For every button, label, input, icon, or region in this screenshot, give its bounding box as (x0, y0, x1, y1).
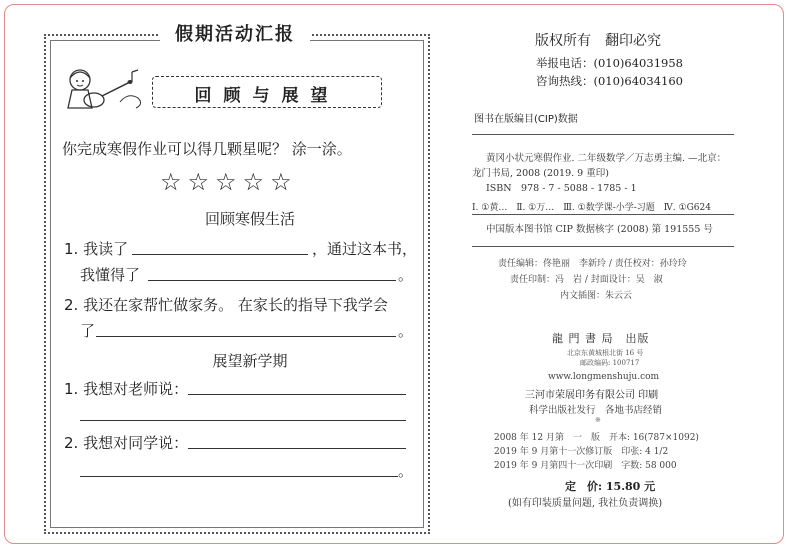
star-question: 你完成寒假作业可以得几颗星呢？ 涂一涂。 (62, 140, 352, 158)
cip-bottom-rule (472, 246, 734, 247)
cip-line-2: 龙门书局, 2008 (2019. 9 重印) (472, 168, 609, 179)
price: 定 价: 15.80 元 (565, 480, 656, 493)
item2-end: 。 (398, 322, 414, 340)
separator-mark: ※ (595, 416, 601, 424)
report-phone: 举报电话：(010)64031958 (536, 56, 683, 70)
publisher-address: 北京东黄城根北街 16 号 (567, 349, 644, 357)
edition-line-2: 2019 年 9 月第十一次修订版 印张: 4 1/2 (494, 447, 669, 457)
editors-line-2: 责任印制：冯 岩 / 封面设计：吴 淑 (510, 275, 663, 285)
classmate-blank-2[interactable] (80, 476, 398, 477)
postcode: 邮政编码: 100717 (580, 359, 640, 367)
editors-line-3: 内文插图：朱云云 (560, 291, 633, 301)
cip-header: 图书在版编目(CIP)数据 (474, 114, 578, 125)
cip-line-1: 黄冈小状元寒假作业. 二年级数学／万志勇主编. —北京： (486, 153, 727, 164)
report-title: 假期活动汇报 (160, 20, 310, 48)
printer: 三河市荣展印务有限公司 印刷 (525, 390, 659, 401)
banner-title: 回顾与展望 (194, 86, 340, 106)
section-review-heading: 回顾寒假生活 (204, 210, 295, 228)
future2-label: 2. 我想对同学说： (64, 434, 189, 452)
cip-top-rule (472, 134, 734, 135)
item1-line2-label: 我懂得了 (80, 266, 141, 284)
editors-line-1: 责任编辑：佟艳丽 李新玲 / 责任校对：孙玲玲 (498, 259, 687, 269)
distributor: 科学出版社发行 各地书店经销 (529, 405, 663, 416)
cip-classification: Ⅰ. ①黄… Ⅱ. ①万… Ⅲ. ①数学课-小学-习题 Ⅳ. ①G624 (472, 203, 711, 213)
quality-notice: (如有印装质量问题, 我社负责调换) (508, 498, 663, 509)
future1-label: 1. 我想对老师说： (64, 380, 189, 398)
copyright-notice: 版权所有 翻印必究 (535, 33, 661, 49)
cip-mid-rule (472, 214, 734, 215)
website: www.longmenshuju.com (548, 372, 660, 382)
chore-blank[interactable] (96, 336, 396, 337)
hotline: 咨询热线：(010)64034160 (536, 74, 683, 88)
item1-prefix: 1. 我读了 (64, 240, 129, 258)
teacher-blank-2[interactable] (80, 420, 406, 421)
edition-line-1: 2008 年 12 月第 一 版 开本: 16(787×1092) (494, 433, 699, 443)
item1-end: 。 (398, 266, 414, 284)
learned-blank[interactable] (148, 280, 396, 281)
guitar-child-illustration (58, 62, 146, 114)
section-future-heading: 展望新学期 (212, 352, 288, 370)
publisher: 龍 門 書 局 出版 (552, 332, 650, 345)
edition-line-3: 2019 年 9 月第四十一次印刷 字数: 58 000 (494, 461, 677, 471)
item1-mid: ，通过这本书， (312, 240, 418, 258)
cip-number: 中国版本图书馆 CIP 数据核字 (2008) 第 191555 号 (486, 224, 713, 235)
book-title-blank[interactable] (132, 254, 308, 255)
classmate-blank-1[interactable] (188, 448, 406, 449)
future2-end: 。 (398, 462, 414, 480)
rating-stars[interactable]: ☆☆☆☆☆ (160, 168, 298, 196)
teacher-blank-1[interactable] (188, 394, 406, 395)
cip-isbn: ISBN 978 - 7 - 5088 - 1785 - 1 (486, 183, 637, 194)
item2-line1: 2. 我还在家帮忙做家务。 在家长的指导下我学会 (64, 296, 388, 314)
item2-line2: 了 (80, 322, 96, 340)
